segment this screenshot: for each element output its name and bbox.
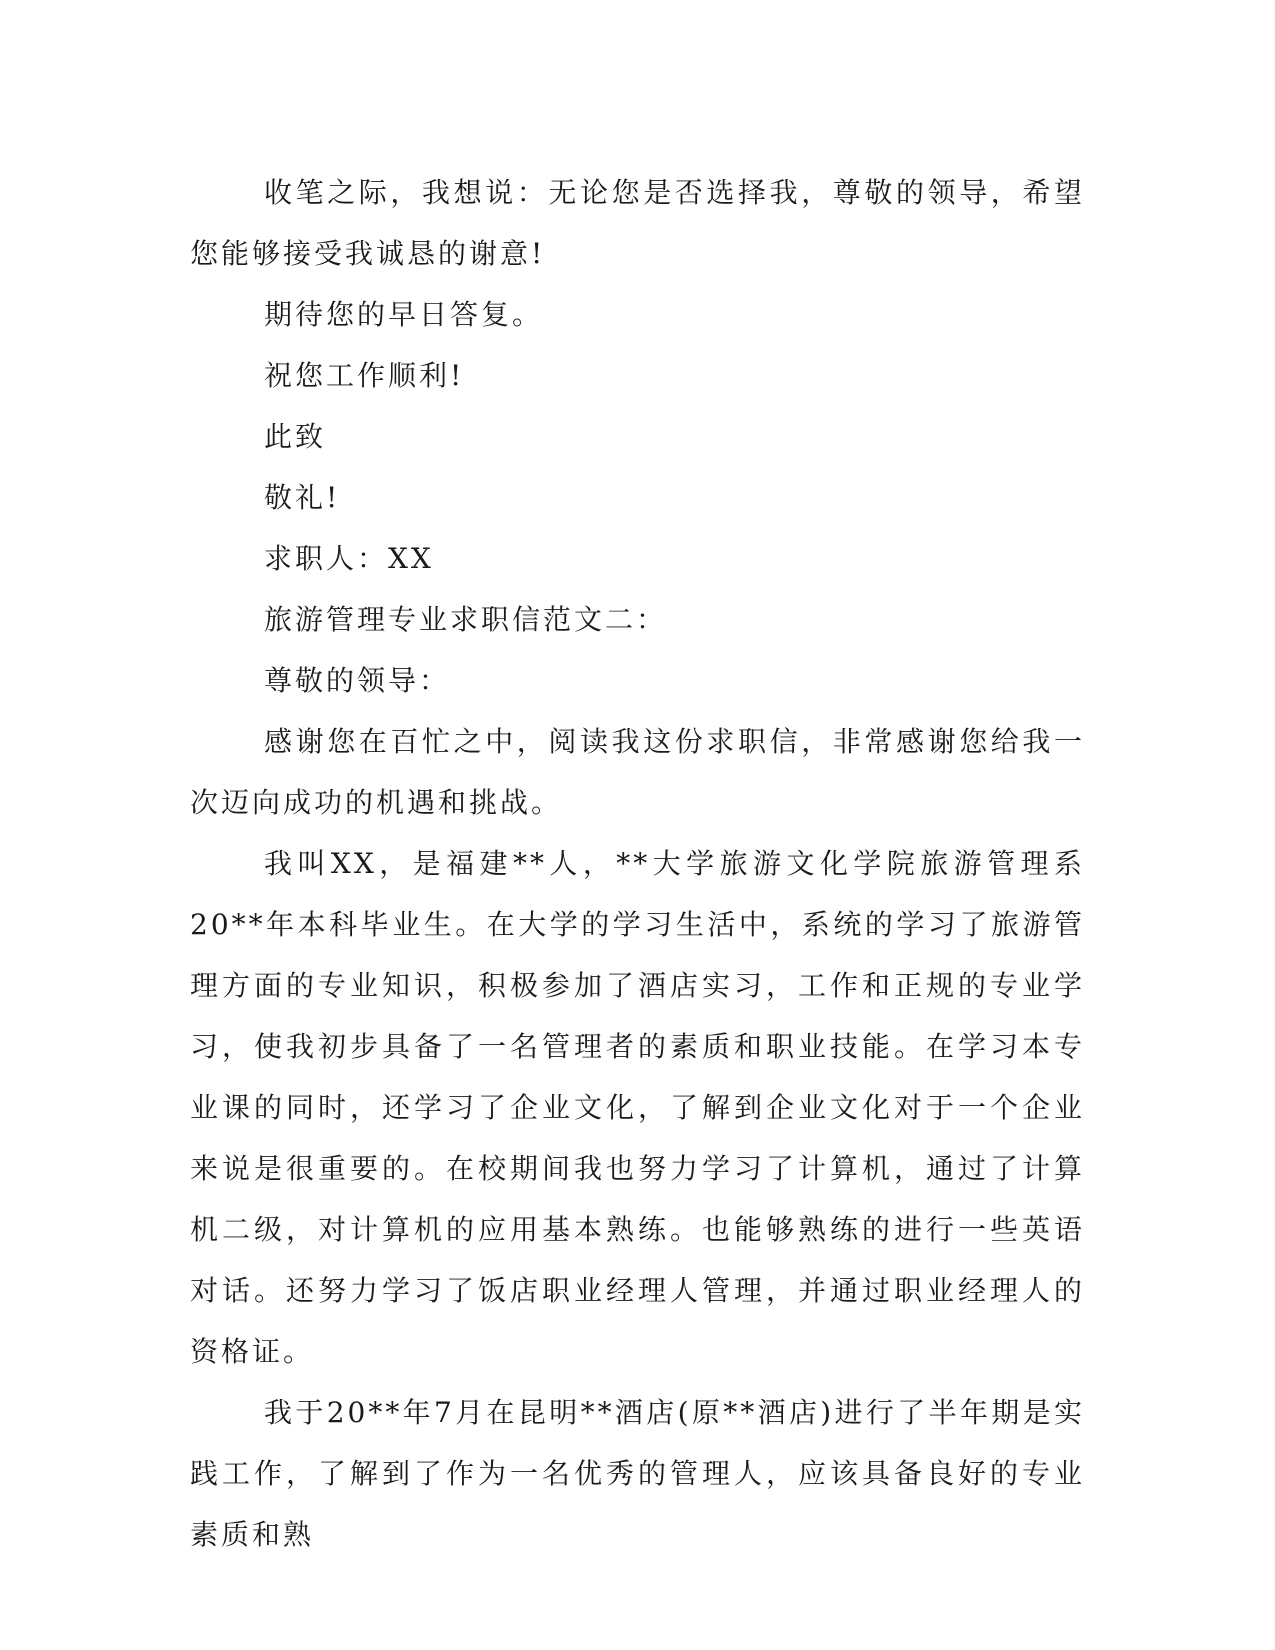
paragraph-internship: 我于20**年7月在昆明**酒店(原**酒店)进行了半年期是实践工作，了解到了作为一名优秀的管理人，应该具备良好的专业素质和熟 <box>190 1396 1085 1551</box>
section-heading: 旅游管理专业求职信范文二： <box>264 603 668 636</box>
paragraph-salutation-1: 此致 <box>264 420 327 453</box>
paragraph-wish: 祝您工作顺利! <box>264 359 465 392</box>
paragraph-closing-thanks: 收笔之际，我想说：无论您是否选择我，尊敬的领导，希望您能够接受我诚恳的谢意! <box>190 176 1085 270</box>
paragraph-background: 我叫XX，是福建**人，**大学旅游文化学院旅游管理系20**年本科毕业生。在大学的学习生活中，系统的学习了旅游管理方面的专业知识，积极参加了酒店实习，工作和正规的专业学习，使我初步具备了一名管理者的素质和职业技能。在学习本专业课的同时，还学习了企业文化，了解到企业文化对于一个企业来说是很重要的。在校期间我也努力学习了计算机，通过了计算机二级，对计算机的应用基本熟练。也能够熟练的进行一些英语对话。还努力学习了饭店职业经理人管理，并通过职业经理人的资格证。 <box>190 847 1085 1368</box>
paragraph-signature: 求职人：XX <box>264 542 434 575</box>
paragraph-salutation-2: 敬礼! <box>264 481 341 514</box>
paragraph-intro-thanks: 感谢您在百忙之中，阅读我这份求职信，非常感谢您给我一次迈向成功的机遇和挑战。 <box>190 725 1085 819</box>
document-body <box>190 162 1085 1565</box>
paragraph-await-reply: 期待您的早日答复。 <box>264 298 544 331</box>
paragraph-greeting: 尊敬的领导： <box>264 664 451 697</box>
